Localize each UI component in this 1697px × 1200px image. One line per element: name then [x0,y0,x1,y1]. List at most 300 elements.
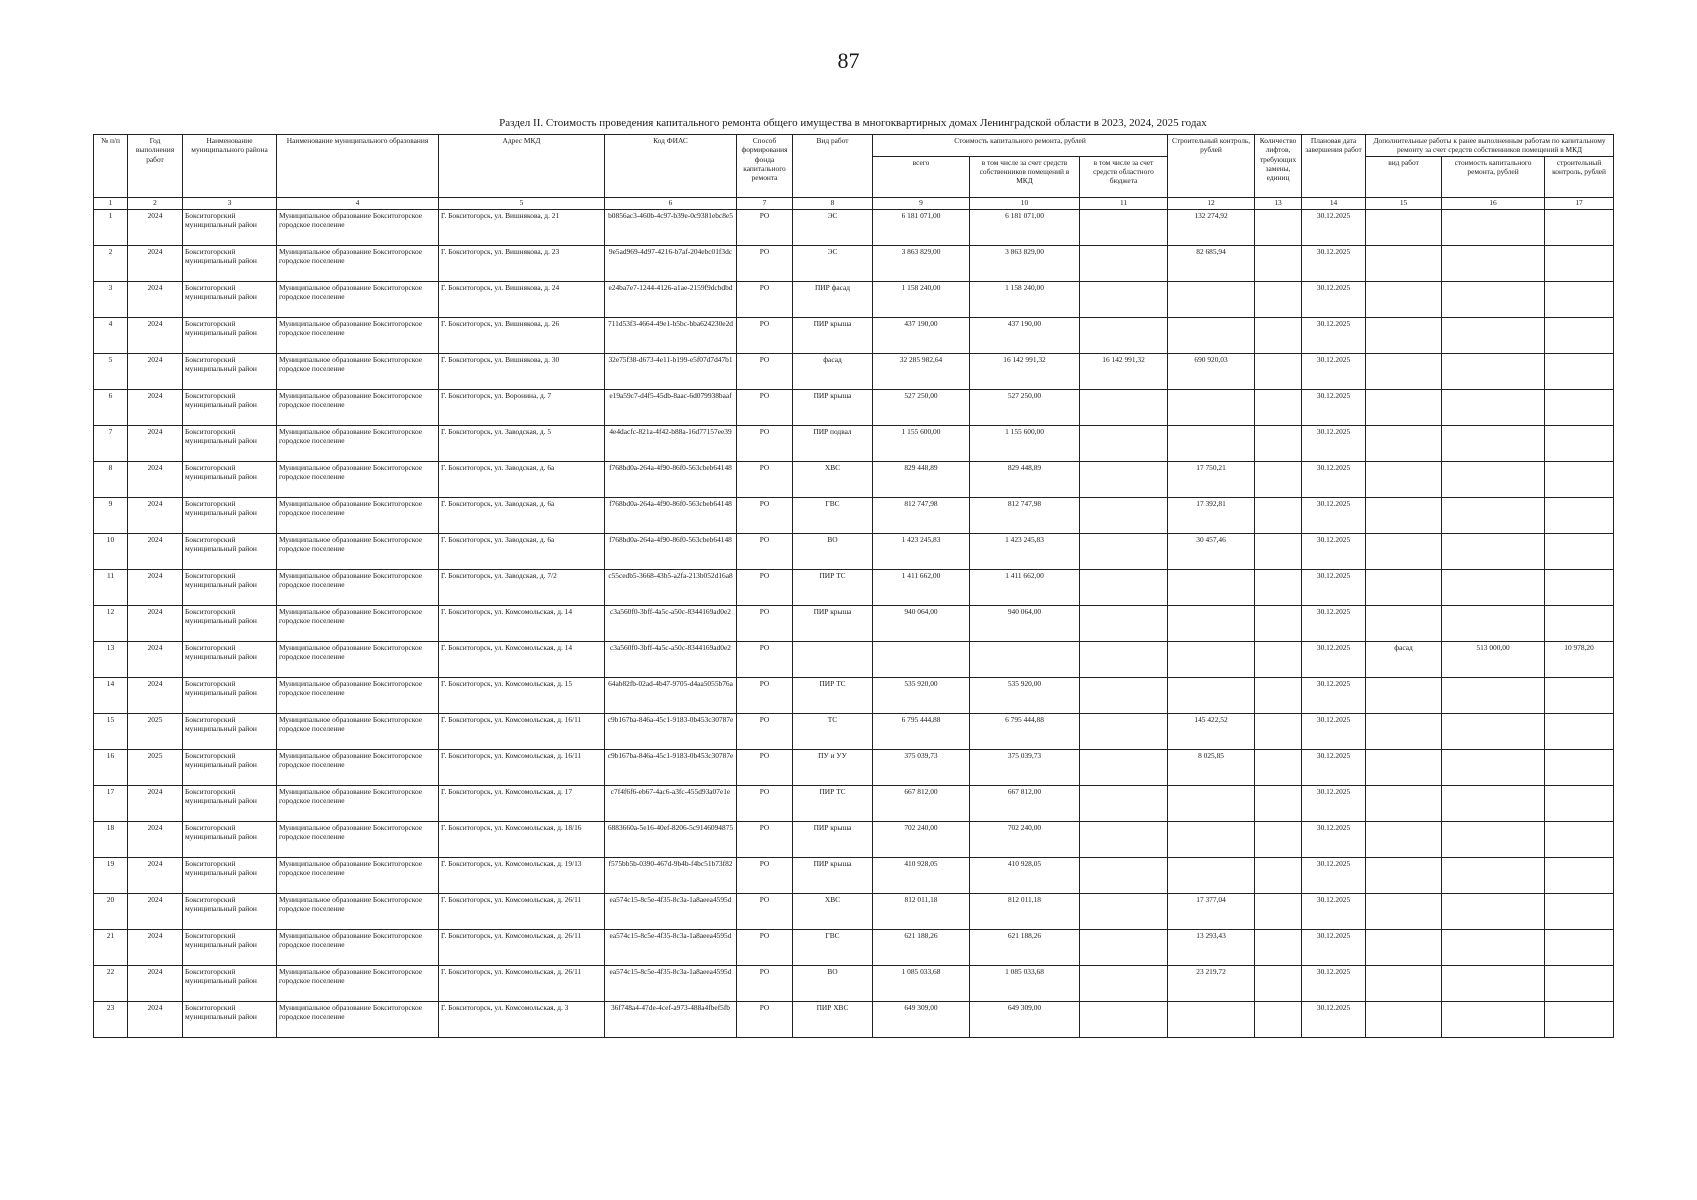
table-cell: фасад [1366,641,1442,677]
table-cell [1168,785,1255,821]
table-cell: Бокситогорский муниципальный район [183,209,277,245]
table-cell [1442,785,1545,821]
table-cell: ea574c15-8c5e-4f35-8c3a-1a8aeea4595d [605,893,737,929]
table-cell: Бокситогорский муниципальный район [183,749,277,785]
table-cell: 30.12.2025 [1302,713,1366,749]
table-cell [1366,389,1442,425]
table-cell: 16 [94,749,128,785]
table-cell: e19a59c7-d4f5-45db-8aac-6d079938baaf [605,389,737,425]
table-cell: 940 064,00 [873,605,970,641]
table-cell: ПИР ТС [793,569,873,605]
table-cell [1255,245,1302,281]
header-address: Адрес МКД [439,135,605,198]
table-cell: 18 [94,821,128,857]
table-cell: 30.12.2025 [1302,461,1366,497]
table-cell: 1 085 033,68 [970,965,1080,1001]
table-cell: Муниципальное образование Бокситогорское городское поселение [277,641,439,677]
table-cell: 4e4dacfc-821a-4f42-b88a-16d77157ee39 [605,425,737,461]
table-cell: РО [737,713,793,749]
table-cell [1442,929,1545,965]
table-cell [1442,857,1545,893]
table-cell: ХВС [793,893,873,929]
table-cell [1168,605,1255,641]
table-cell [1442,569,1545,605]
table-cell [1442,605,1545,641]
table-cell: 30.12.2025 [1302,821,1366,857]
table-cell: Г. Бокситогорск, ул. Вишнякова, д. 30 [439,353,605,389]
table-row [94,605,1614,641]
table-cell [1442,281,1545,317]
table-cell [1255,965,1302,1001]
table-cell: Муниципальное образование Бокситогорское городское поселение [277,1001,439,1037]
table-cell: Муниципальное образование Бокситогорское городское поселение [277,965,439,1001]
table-cell: 16 142 991,32 [970,353,1080,389]
table-cell: 3 [94,281,128,317]
table-cell: 30.12.2025 [1302,425,1366,461]
table-cell: 2024 [128,389,183,425]
header-cost-owners: в том числе за счет средств собственников помещений в МКД [970,156,1080,197]
table-cell [1080,749,1168,785]
table-cell: ТС [793,713,873,749]
table-cell: Бокситогорский муниципальный район [183,245,277,281]
table-cell: Г. Бокситогорск, ул. Вишнякова, д. 23 [439,245,605,281]
table-cell: Бокситогорский муниципальный район [183,533,277,569]
table-cell: f768bd0a-264a-4f90-86f0-563cbeb64148 [605,497,737,533]
table-cell [1366,929,1442,965]
table-cell: Муниципальное образование Бокситогорское городское поселение [277,929,439,965]
table-cell: ГВС [793,929,873,965]
table-cell [1168,569,1255,605]
table-cell: Бокситогорский муниципальный район [183,965,277,1001]
table-cell: Муниципальное образование Бокситогорское городское поселение [277,893,439,929]
table-cell: РО [737,605,793,641]
table-cell: Муниципальное образование Бокситогорское городское поселение [277,857,439,893]
table-cell: 1 155 600,00 [873,425,970,461]
table-cell: фасад [793,353,873,389]
table-cell: 2024 [128,533,183,569]
table-cell: Г. Бокситогорск, ул. Заводская, д. 6а [439,533,605,569]
table-cell [1080,389,1168,425]
table-cell: РО [737,461,793,497]
table-cell: ГВС [793,497,873,533]
table-cell: 2024 [128,857,183,893]
header-elevators: Количество лифтов, требующих замены, единиц [1255,135,1302,198]
table-cell: 2024 [128,677,183,713]
table-cell [1545,713,1614,749]
table-cell: Муниципальное образование Бокситогорское городское поселение [277,389,439,425]
column-number: 12 [1168,197,1255,209]
table-cell [1545,893,1614,929]
table-cell [1080,281,1168,317]
table-cell: 812 747,98 [970,497,1080,533]
table-cell [1080,893,1168,929]
table-cell: c7f4f6f6-eb67-4ac6-a3fc-455d93a07e1e [605,785,737,821]
table-cell: 527 250,00 [970,389,1080,425]
table-cell: 2024 [128,605,183,641]
table-cell: ПИР крыша [793,821,873,857]
table-cell [1080,533,1168,569]
table-cell: 6 181 071,00 [873,209,970,245]
table-cell [1442,245,1545,281]
table-cell [1366,281,1442,317]
table-cell [1080,785,1168,821]
header-fias: Код ФИАС [605,135,737,198]
table-cell: 145 422,52 [1168,713,1255,749]
table-cell: Муниципальное образование Бокситогорское городское поселение [277,821,439,857]
header-additional-group: Дополнительные работы к ранее выполненным работам по капитальному ремонту за счет средств собственников помещений в МКД [1366,135,1614,157]
table-cell [1366,425,1442,461]
table-cell: 437 190,00 [873,317,970,353]
table-cell: Г. Бокситогорск, ул. Комсомольская, д. 16/11 [439,749,605,785]
table-row [94,461,1614,497]
column-number: 8 [793,197,873,209]
table-cell: 649 309,00 [970,1001,1080,1037]
table-cell [1545,461,1614,497]
table-cell [1168,317,1255,353]
table-cell: 812 011,18 [970,893,1080,929]
table-cell: Муниципальное образование Бокситогорское городское поселение [277,533,439,569]
table-cell [1255,209,1302,245]
table-cell [1255,929,1302,965]
column-number: 3 [183,197,277,209]
table-cell: 2024 [128,785,183,821]
table-cell: Г. Бокситогорск, ул. Вишнякова, д. 21 [439,209,605,245]
table-cell: 2024 [128,461,183,497]
header-municipality: Наименование муниципального образования [277,135,439,198]
table-cell: 2024 [128,317,183,353]
column-number: 17 [1545,197,1614,209]
table-cell: РО [737,785,793,821]
table-cell: 6883660a-5e16-40ef-8206-5c9146094875 [605,821,737,857]
header-cost-total: всего [873,156,970,197]
table-cell: 30.12.2025 [1302,893,1366,929]
table-cell [1080,605,1168,641]
table-cell: 3 863 829,00 [873,245,970,281]
header-planned-date: Плановая дата завершения работ [1302,135,1366,198]
table-cell [1255,1001,1302,1037]
table-cell: 1 [94,209,128,245]
table-cell: 2024 [128,965,183,1001]
table-cell: Муниципальное образование Бокситогорское городское поселение [277,425,439,461]
table-cell: 30.12.2025 [1302,1001,1366,1037]
table-cell: 21 [94,929,128,965]
table-cell [1255,641,1302,677]
table-cell [1442,461,1545,497]
column-number: 4 [277,197,439,209]
table-cell: 2024 [128,893,183,929]
table-cell: 8 [94,461,128,497]
table-cell: 667 812,00 [873,785,970,821]
column-number: 6 [605,197,737,209]
table-cell: 2024 [128,209,183,245]
table-cell: 17 750,21 [1168,461,1255,497]
table-cell: РО [737,857,793,893]
table-row [94,785,1614,821]
table-cell: 9e5ad969-4d97-4216-b7af-204ebc01f3dc [605,245,737,281]
table-cell: 829 448,89 [873,461,970,497]
table-cell: 375 039,73 [873,749,970,785]
table-cell: 16 142 991,32 [1080,353,1168,389]
table-cell: 11 [94,569,128,605]
table-cell: 437 190,00 [970,317,1080,353]
table-cell: Г. Бокситогорск, ул. Заводская, д. 6а [439,461,605,497]
table-cell: 30.12.2025 [1302,353,1366,389]
table-cell: 621 188,26 [970,929,1080,965]
table-cell: РО [737,533,793,569]
table-cell: b0856ac3-460b-4c97-b39e-0c9381ebc8e5 [605,209,737,245]
table-cell [1545,425,1614,461]
table-cell [1080,461,1168,497]
table-cell [1545,353,1614,389]
table-cell: 2024 [128,281,183,317]
table-cell: 2024 [128,497,183,533]
table-cell: Г. Бокситогорск, ул. Комсомольская, д. 18/16 [439,821,605,857]
table-cell: Муниципальное образование Бокситогорское городское поселение [277,461,439,497]
table-cell [1366,461,1442,497]
header-add-work-type: вид работ [1366,156,1442,197]
table-cell: Муниципальное образование Бокситогорское городское поселение [277,497,439,533]
table-cell: Г. Бокситогорск, ул. Комсомольская, д. 16/11 [439,713,605,749]
table-cell: Бокситогорский муниципальный район [183,317,277,353]
table-cell: Бокситогорский муниципальный район [183,1001,277,1037]
table-cell: ХВС [793,461,873,497]
table-cell [1080,713,1168,749]
table-row [94,245,1614,281]
table-cell [1168,677,1255,713]
table-cell [1255,497,1302,533]
table-cell [1545,389,1614,425]
table-cell: 32 285 982,64 [873,353,970,389]
table-cell: ПУ и УУ [793,749,873,785]
header-year: Год выполнения работ [128,135,183,198]
table-cell: Бокситогорский муниципальный район [183,605,277,641]
table-cell [1255,389,1302,425]
table-cell: c9b167ba-846a-45c1-9183-0b453c30787e [605,713,737,749]
table-cell: 17 377,04 [1168,893,1255,929]
table-body [94,209,1614,1037]
table-cell: Бокситогорский муниципальный район [183,389,277,425]
table-cell [1080,317,1168,353]
column-number: 13 [1255,197,1302,209]
table-cell: 5 [94,353,128,389]
table-cell: 2024 [128,353,183,389]
table-cell: 2025 [128,713,183,749]
table-cell: 375 039,73 [970,749,1080,785]
table-cell: Г. Бокситогорск, ул. Комсомольская, д. 17 [439,785,605,821]
table-cell [1545,857,1614,893]
table-cell: РО [737,209,793,245]
column-number: 16 [1442,197,1545,209]
table-cell: 513 000,00 [1442,641,1545,677]
table-cell: ПИР подвал [793,425,873,461]
table-row [94,821,1614,857]
table-cell [1255,713,1302,749]
table-cell [1545,245,1614,281]
table-cell [1366,713,1442,749]
table-row [94,353,1614,389]
table-cell: 7 [94,425,128,461]
table-cell: 23 [94,1001,128,1037]
table-cell: ПИР крыша [793,389,873,425]
table-row [94,1001,1614,1037]
table-cell [1168,641,1255,677]
table-cell: Бокситогорский муниципальный район [183,857,277,893]
table-cell: 10 [94,533,128,569]
table-cell: 527 250,00 [873,389,970,425]
table-cell: 9 [94,497,128,533]
table-cell: Г. Бокситогорск, ул. Воронина, д. 7 [439,389,605,425]
table-header [94,135,1614,210]
table-cell [1442,533,1545,569]
table-cell [1255,821,1302,857]
table-cell: РО [737,641,793,677]
table-cell [1545,317,1614,353]
table-cell: 2 [94,245,128,281]
table-row [94,533,1614,569]
table-cell: c9b167ba-846a-45c1-9183-0b453c30787e [605,749,737,785]
table-cell [1255,893,1302,929]
header-add-control: строительный контроль, рублей [1545,156,1614,197]
table-cell [1442,821,1545,857]
table-cell: Муниципальное образование Бокситогорское городское поселение [277,749,439,785]
table-cell [1080,425,1168,461]
table-cell: 410 928,05 [873,857,970,893]
table-cell: 30.12.2025 [1302,605,1366,641]
table-cell: Бокситогорский муниципальный район [183,353,277,389]
table-cell [1366,785,1442,821]
table-cell: Г. Бокситогорск, ул. Комсомольская, д. 26/11 [439,893,605,929]
table-cell: ПИР крыша [793,605,873,641]
table-cell: 8 025,85 [1168,749,1255,785]
table-cell: 13 293,43 [1168,929,1255,965]
table-cell: РО [737,353,793,389]
table-cell: c55cedb5-3668-43b5-a2fa-213b052d16a8 [605,569,737,605]
table-row [94,713,1614,749]
table-cell: 1 158 240,00 [970,281,1080,317]
table-cell [1366,317,1442,353]
table-cell: Бокситогорский муниципальный район [183,497,277,533]
table-cell: 12 [94,605,128,641]
table-cell [793,641,873,677]
table-cell [1168,425,1255,461]
table-cell: ПИР фасад [793,281,873,317]
table-cell: РО [737,281,793,317]
table-cell: 30.12.2025 [1302,677,1366,713]
table-cell: 2024 [128,929,183,965]
table-cell: ЭС [793,245,873,281]
table-cell: 15 [94,713,128,749]
table-cell: Г. Бокситогорск, ул. Заводская, д. 7/2 [439,569,605,605]
table-cell: 690 920,03 [1168,353,1255,389]
table-cell: 17 392,81 [1168,497,1255,533]
column-number: 11 [1080,197,1168,209]
table-cell [1366,821,1442,857]
table-cell: 82 685,94 [1168,245,1255,281]
table-cell [1366,965,1442,1001]
table-cell [1545,677,1614,713]
table-cell: 702 240,00 [873,821,970,857]
table-cell [873,641,970,677]
table-row [94,749,1614,785]
table-cell: 30.12.2025 [1302,533,1366,569]
table-cell: Г. Бокситогорск, ул. Комсомольская, д. 26/11 [439,965,605,1001]
table-cell: Муниципальное образование Бокситогорское городское поселение [277,677,439,713]
table-cell: 410 928,05 [970,857,1080,893]
table-cell: Бокситогорский муниципальный район [183,425,277,461]
table-cell: 829 448,89 [970,461,1080,497]
table-cell: ПИР ТС [793,785,873,821]
table-row [94,569,1614,605]
table-cell [1545,785,1614,821]
table-cell [1545,821,1614,857]
table-cell: 30.12.2025 [1302,281,1366,317]
table-cell [1442,713,1545,749]
table-cell: 30.12.2025 [1302,929,1366,965]
table-cell [1545,1001,1614,1037]
header-cost-regional: в том числе за счет средств областного бюджета [1080,156,1168,197]
table-cell: 20 [94,893,128,929]
table-cell: Г. Бокситогорск, ул. Заводская, д. 6а [439,497,605,533]
table-cell: 13 [94,641,128,677]
table-cell: 30.12.2025 [1302,857,1366,893]
header-add-cost: стоимость капитального ремонта, рублей [1442,156,1545,197]
table-cell: 30.12.2025 [1302,317,1366,353]
table-cell [1168,1001,1255,1037]
table-row [94,425,1614,461]
table-cell: 1 423 245,83 [873,533,970,569]
column-number: 10 [970,197,1080,209]
table-cell: 6 795 444,88 [970,713,1080,749]
table-cell: f768bd0a-264a-4f90-86f0-563cbeb64148 [605,461,737,497]
table-cell: Муниципальное образование Бокситогорское городское поселение [277,317,439,353]
table-cell: Муниципальное образование Бокситогорское городское поселение [277,569,439,605]
table-cell: 812 747,98 [873,497,970,533]
table-cell: РО [737,569,793,605]
table-cell [1442,497,1545,533]
table-cell: РО [737,821,793,857]
table-cell [1545,965,1614,1001]
table-cell: 6 181 071,00 [970,209,1080,245]
column-number-row [94,197,1614,209]
table-cell [1080,821,1168,857]
header-method: Способ формирования фонда капитального ремонта [737,135,793,198]
table-row [94,641,1614,677]
table-cell: Г. Бокситогорск, ул. Вишнякова, д. 24 [439,281,605,317]
table-cell: c3a560f0-3bff-4a5c-a50c-8344169ad0e2 [605,641,737,677]
table-cell: 535 920,00 [873,677,970,713]
table-cell [1255,785,1302,821]
table-cell: 711d53f3-4664-49e1-b5bc-bba624230e2d [605,317,737,353]
table-cell: Муниципальное образование Бокситогорское городское поселение [277,245,439,281]
table-cell: 30 457,46 [1168,533,1255,569]
table-cell: 2024 [128,425,183,461]
column-number: 9 [873,197,970,209]
table-cell [1255,461,1302,497]
table-cell [1442,353,1545,389]
table-cell: 30.12.2025 [1302,785,1366,821]
table-cell [1442,425,1545,461]
table-cell: Бокситогорский муниципальный район [183,281,277,317]
table-cell [1366,677,1442,713]
table-cell [1366,569,1442,605]
table-cell: 30.12.2025 [1302,245,1366,281]
table-cell: Г. Бокситогорск, ул. Комсомольская, д. 15 [439,677,605,713]
table-cell [970,641,1080,677]
table-cell [1442,209,1545,245]
table-cell [1545,281,1614,317]
table-cell: Г. Бокситогорск, ул. Комсомольская, д. 19/13 [439,857,605,893]
table-cell: 30.12.2025 [1302,209,1366,245]
